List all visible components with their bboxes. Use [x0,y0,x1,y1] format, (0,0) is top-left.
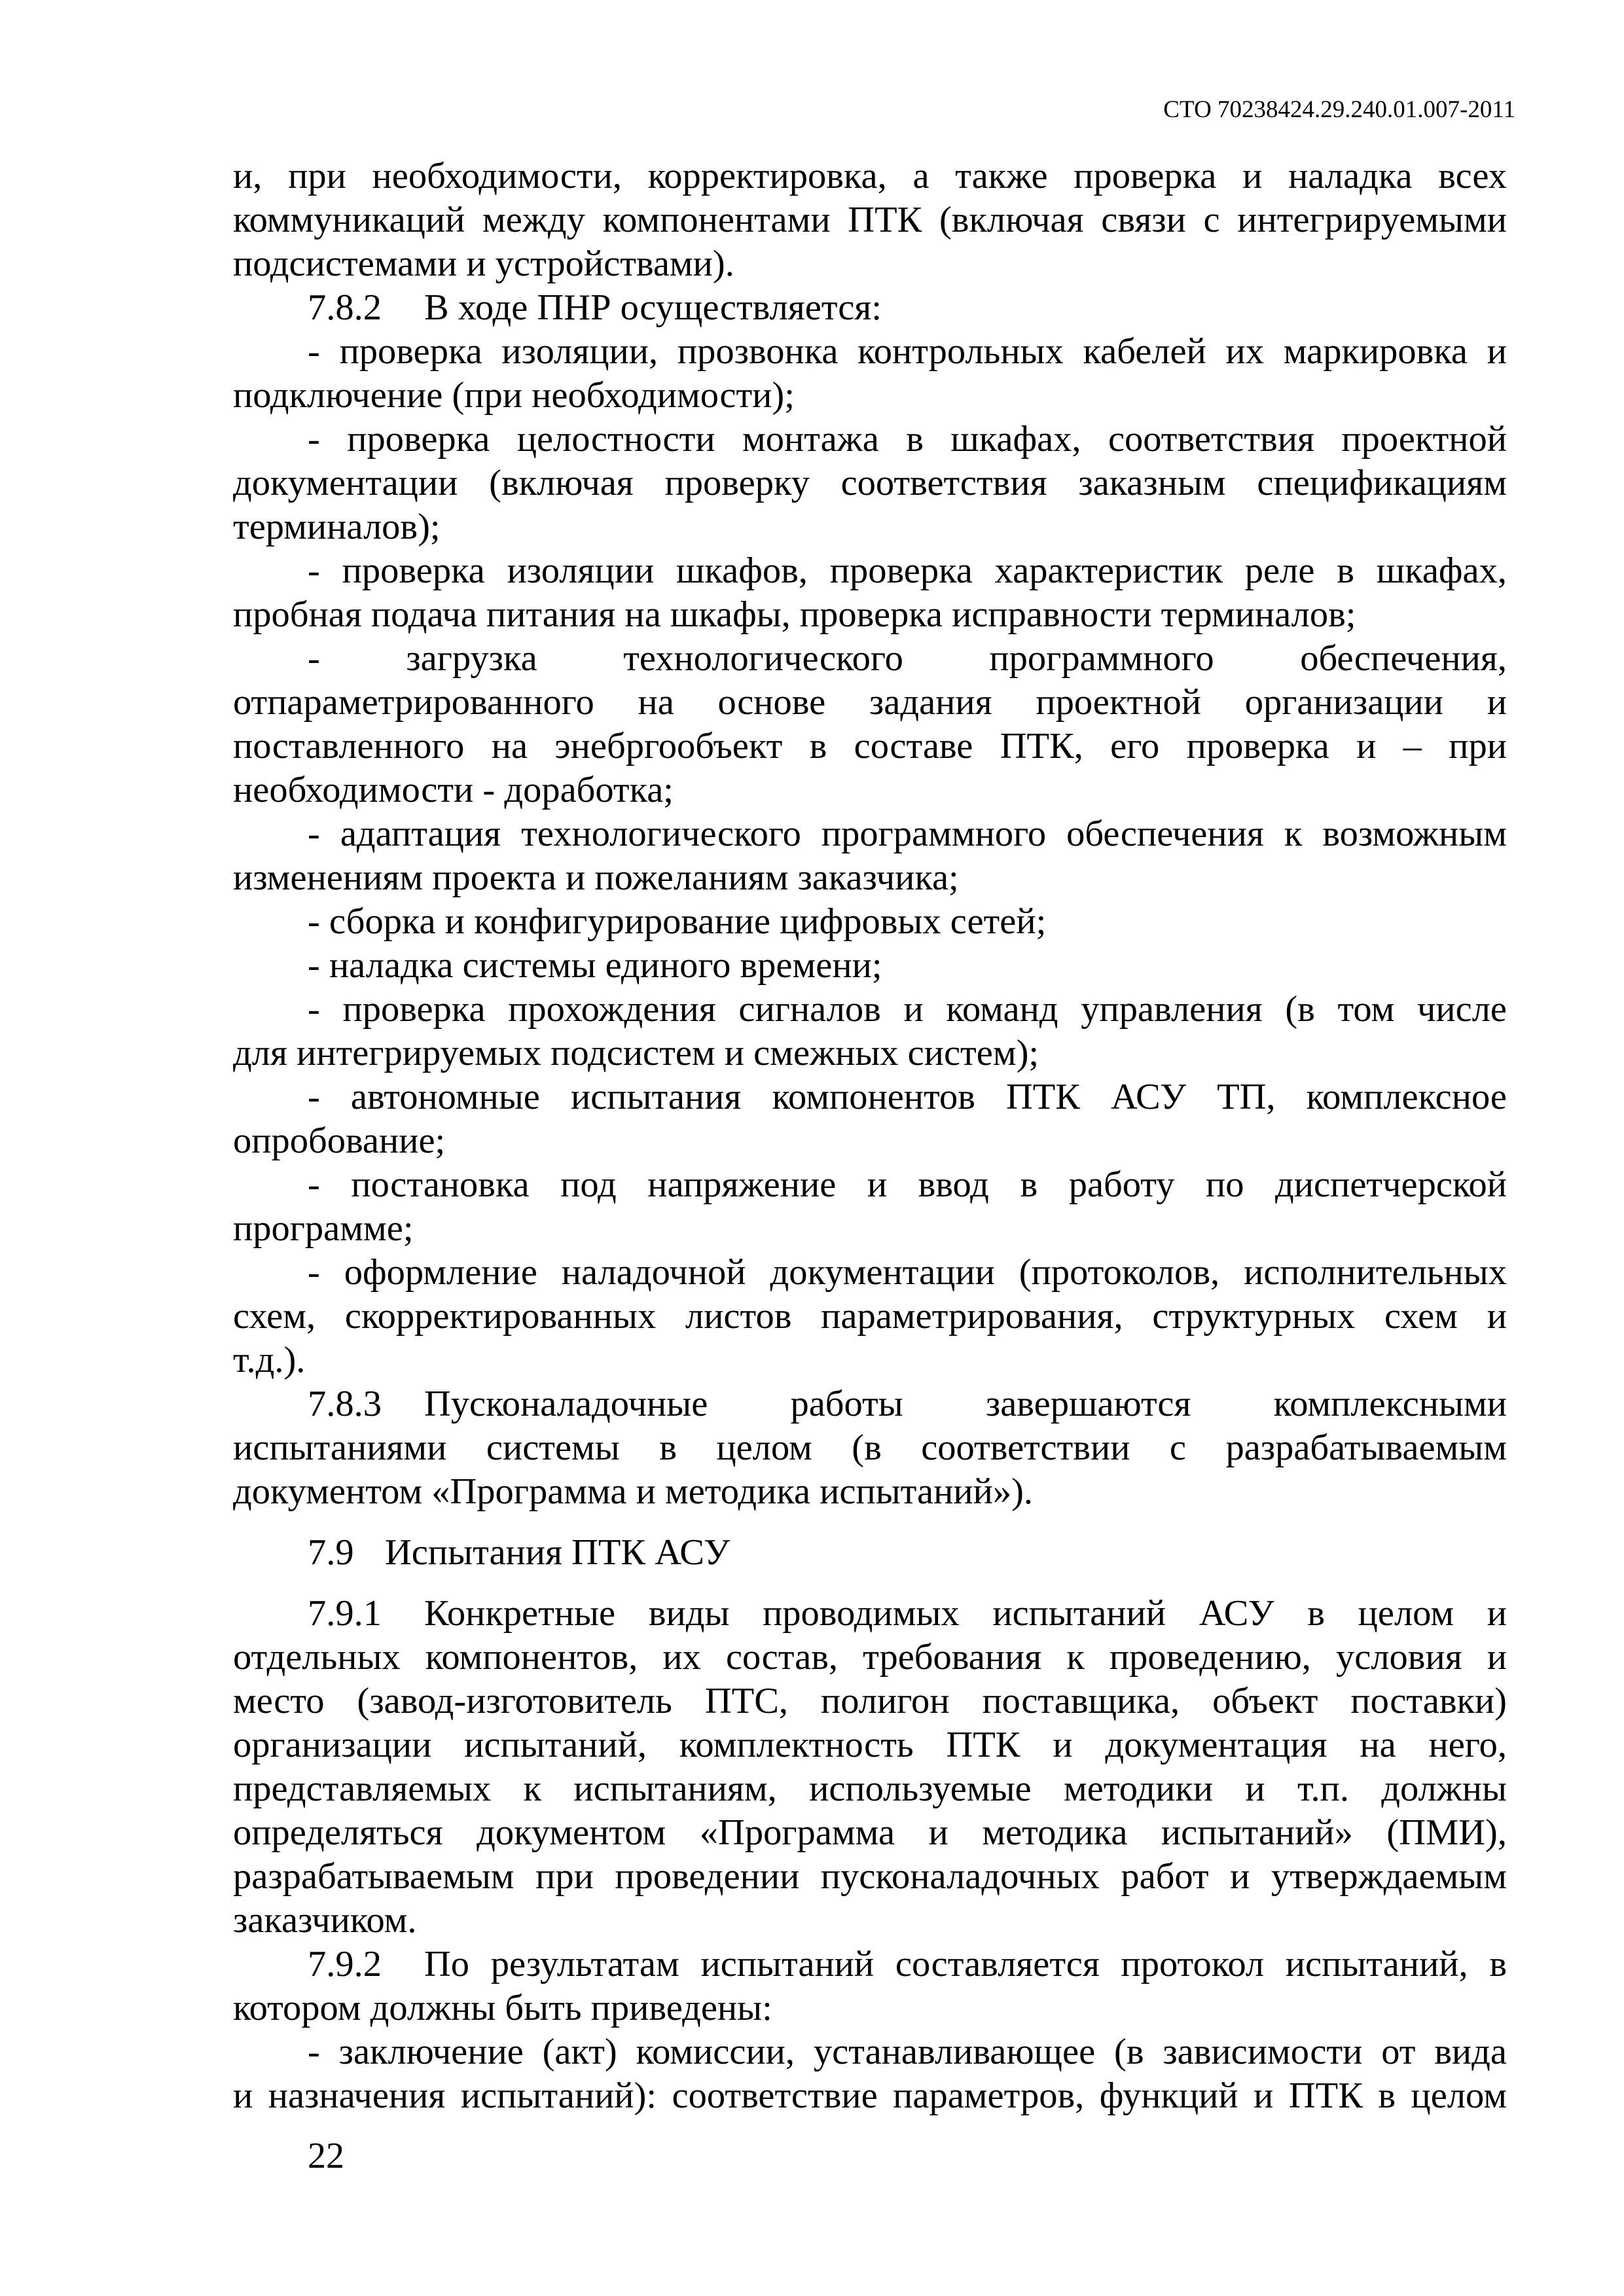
list-item [233,1251,1507,1382]
list-item [233,944,1507,988]
text-line: терминалов); [233,507,441,547]
section-number: 7.9 [308,1532,354,1573]
text-line: испытаниями системы в целом (в соответствии с разрабатываемым [233,1427,1507,1468]
text-line: и назначения испытаний): соответствие параметров, функций и ПТК в целом [233,2075,1507,2116]
text-line: место (завод-изготовитель ПТС, полигон поставщика, объект поставки) [233,1681,1507,1721]
text-line: опробование; [233,1121,446,1161]
text-line: - проверка изоляции, прозвонка контрольных кабелей их маркировка и [308,331,1507,372]
list-item [233,330,1507,418]
clause-number: 7.8.3 [308,1384,382,1424]
text-line [233,1943,1507,1986]
text-line: для интегрируемых подсистем и смежных систем); [233,1033,1039,1073]
list-item [233,549,1507,637]
list-item [233,1163,1507,1251]
clause-text: По результатам испытаний составляется протокол испытаний, в [424,1944,1507,1984]
text-line: представляемых к испытаниям, используемые методики и т.п. должны [233,1768,1507,1809]
text-line: пробная подача питания на шкафы, проверка исправности терминалов; [233,594,1356,635]
clause-7-8-2 [233,286,1507,330]
text-line: - автономные испытания компонентов ПТК АСУ ТП, комплексное [308,1077,1507,1117]
text-line [233,1382,1507,1426]
text-line: т.д.). [233,1340,306,1380]
document-code: СТО 70238424.29.240.01.007-2011 [1163,96,1515,123]
clause-text: В ходе ПНР осуществляется: [424,287,882,328]
text-line: документации (включая проверку соответствия заказным спецификациям [233,463,1507,503]
list-item [233,900,1507,944]
list-item [233,1075,1507,1163]
text-line: программе; [233,1208,414,1249]
text-line: определяться документом «Программа и методика испытаний» (ПМИ), [233,1812,1507,1853]
text-line: документом «Программа и методика испытаний»). [233,1471,1034,1512]
list-item [233,2030,1507,2118]
text-line: - постановка под напряжение и ввод в работу по диспетчерской [308,1164,1507,1205]
text-line [233,286,1507,330]
text-line: - сборка и конфигурирование цифровых сетей; [308,901,1047,942]
clause-7-9-2 [233,1943,1507,2030]
clause-number: 7.9.1 [308,1593,382,1634]
section-heading [233,1531,1507,1575]
section-heading-7-9 [233,1531,1507,1575]
clause-7-8-3 [233,1382,1507,1514]
text-line: - проверка изоляции шкафов, проверка характеристик реле в шкафах, [308,550,1507,591]
section-title: Испытания ПТК АСУ [385,1532,731,1573]
text-line: отдельных компонентов, их состав, требования к проведению, условия и [233,1637,1507,1677]
text-line: - оформление наладочной документации (протоколов, исполнительных [308,1252,1507,1293]
page-number: 22 [308,2136,344,2176]
text-line: и, при необходимости, корректировка, а также проверка и наладка всех [233,156,1507,196]
text-line: - адаптация технологического программного обеспечения к возможным [308,814,1507,854]
text-line: заказчиком. [233,1900,417,1941]
clause-7-9-1 [233,1592,1507,1943]
text-line: подключение (при необходимости); [233,375,795,416]
list-item [233,637,1507,812]
text-line: отпараметрированного на основе задания проектной организации и [233,682,1507,723]
text-line: изменениям проекта и пожеланиям заказчика; [233,857,959,898]
text-line: - загрузка технологического программного обеспечения, [308,638,1507,679]
clause-text: Конкретные виды проводимых испытаний АСУ в целом и [424,1593,1507,1634]
text-line: необходимости - доработка; [233,770,674,810]
paragraph-continuation [233,154,1507,286]
text-line: - проверка прохождения сигналов и команд управления (в том числе [308,989,1507,1030]
text-line: подсистемами и устройствами). [233,243,734,284]
text-line: коммуникаций между компонентами ПТК (включая связи с интегрируемыми [233,200,1507,240]
text-line: - наладка системы единого времени; [308,945,882,986]
text-line: организации испытаний, комплектность ПТК и документация на него, [233,1725,1507,1765]
page-body [233,154,1507,2118]
text-line: - заключение (акт) комиссии, устанавливающее (в зависимости от вида [308,2032,1507,2072]
text-line [233,1592,1507,1636]
list-item [233,418,1507,549]
list-item [233,812,1507,900]
list-item [233,988,1507,1075]
text-line: разрабатываемым при проведении пусконаладочных работ и утверждаемым [233,1856,1507,1897]
text-line: - проверка целостности монтажа в шкафах, соответствия проектной [308,419,1507,459]
clause-number: 7.8.2 [308,287,382,328]
text-line: котором должны быть приведены: [233,1988,772,2028]
clause-number: 7.9.2 [308,1944,382,1984]
text-line: поставленного на энебргообъект в составе ПТК, его проверка и – при [233,726,1507,766]
clause-text: Пусконаладочные работы завершаются комплексными [424,1384,1507,1424]
text-line: схем, скорректированных листов параметрирования, структурных схем и [233,1296,1507,1336]
